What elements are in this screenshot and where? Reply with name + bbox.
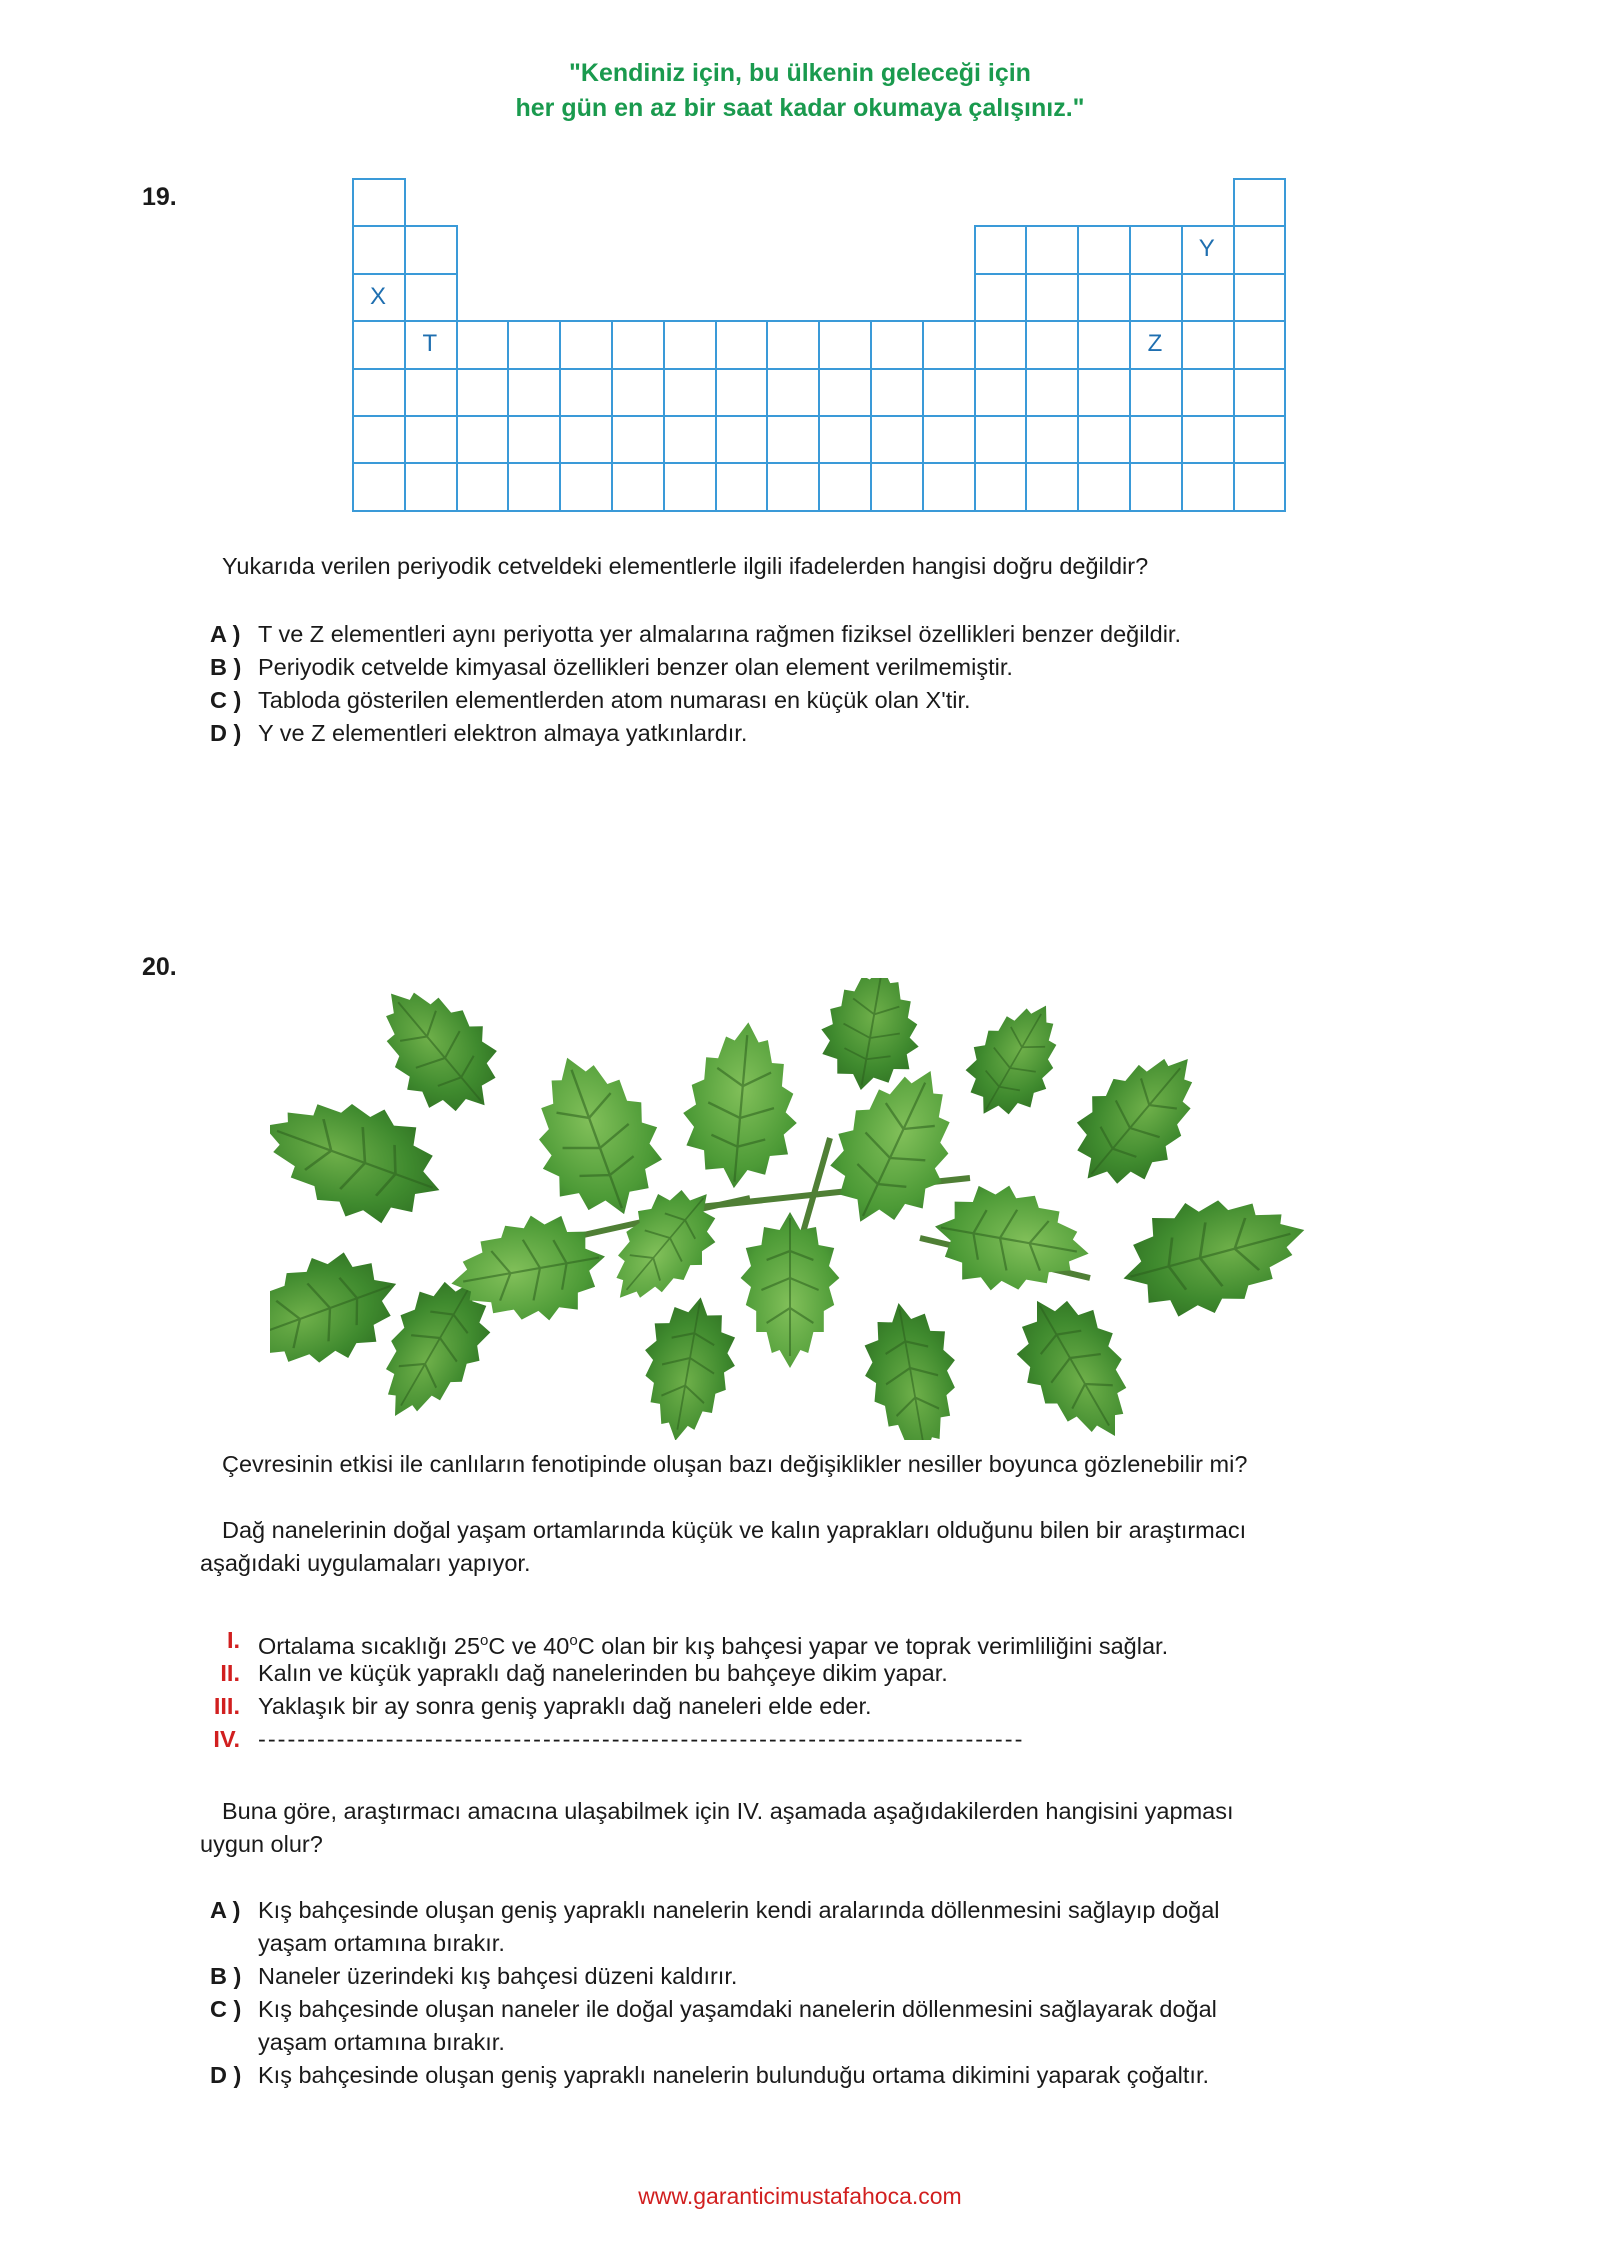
table-cell — [404, 415, 458, 464]
question-19-number: 19. — [142, 183, 177, 211]
table-cell — [715, 415, 769, 464]
table-cell — [818, 368, 872, 417]
option-text: Naneler üzerindeki kış bahçesi düzeni kaldırır. — [258, 1963, 738, 1989]
table-cell — [663, 462, 717, 511]
table-cell — [611, 415, 665, 464]
table-cell — [1077, 320, 1131, 369]
table-cell — [352, 368, 406, 417]
option-label: C ) — [210, 687, 242, 713]
table-cell — [922, 320, 976, 369]
table-cell — [715, 320, 769, 369]
table-cell — [559, 368, 613, 417]
table-cell — [974, 462, 1028, 511]
table-cell — [1181, 273, 1235, 322]
table-cell — [974, 415, 1028, 464]
option-text: Kış bahçesinde oluşan geniş yapraklı nanelerin kendi aralarında döllenmesini sağlayıp doğal yaşam ortamına bırakır. — [258, 1897, 1220, 1956]
table-cell — [352, 178, 406, 227]
table-cell — [766, 462, 820, 511]
option-text: Tabloda gösterilen elementlerden atom numarası en küçük olan X'tir. — [258, 687, 971, 713]
table-cell — [1077, 415, 1131, 464]
step-label: III. — [213, 1693, 240, 1719]
table-cell — [1233, 320, 1287, 369]
table-cell — [715, 368, 769, 417]
option-label: C ) — [210, 1996, 242, 2022]
element-symbol-x: X — [369, 282, 386, 310]
table-cell — [870, 462, 924, 511]
element-symbol-t: T — [422, 330, 438, 358]
motivational-quote — [0, 56, 1600, 126]
step-label: II. — [220, 1660, 240, 1686]
question-19-stem: Yukarıda verilen periyodik cetveldeki elementlerle ilgili ifadelerden hangisi doğru değildir? — [222, 553, 1149, 579]
table-cell — [1025, 462, 1079, 511]
table-cell — [404, 368, 458, 417]
footer-url[interactable]: www.garanticimustafahoca.com — [638, 2183, 962, 2209]
element-symbol-y: Y — [1198, 235, 1215, 263]
option-text: T ve Z elementleri aynı periyotta yer almalarına rağmen fiziksel özellikleri benzer değildir. — [258, 621, 1181, 647]
table-cell — [1077, 273, 1131, 322]
table-cell — [456, 462, 510, 511]
table-cell — [352, 462, 406, 511]
table-cell — [974, 225, 1028, 274]
table-cell — [663, 368, 717, 417]
table-cell — [456, 368, 510, 417]
table-cell — [404, 462, 458, 511]
table-cell — [404, 273, 458, 322]
question-20-number: 20. — [142, 953, 177, 981]
table-cell — [1129, 368, 1183, 417]
table-cell — [1233, 178, 1287, 227]
table-cell — [974, 320, 1028, 369]
table-cell — [1025, 415, 1079, 464]
question-20-intro-line-2: aşağıdaki uygulamaları yapıyor. — [200, 1550, 531, 1576]
table-cell — [1233, 225, 1287, 274]
option-label: D ) — [210, 720, 242, 746]
step-blank-line: ------------------------------------------------------------------------------ — [258, 1726, 1025, 1752]
table-cell — [611, 462, 665, 511]
table-cell — [1129, 415, 1183, 464]
table-cell — [870, 320, 924, 369]
question-20-stem-line-2: uygun olur? — [200, 1831, 323, 1857]
table-cell — [766, 320, 820, 369]
table-cell — [507, 415, 561, 464]
option-text: Kış bahçesinde oluşan geniş yapraklı nanelerin bulunduğu ortama dikimini yaparak çoğaltır. — [258, 2062, 1210, 2088]
table-cell — [974, 273, 1028, 322]
table-cell — [559, 462, 613, 511]
table-cell — [715, 462, 769, 511]
option-text: Kış bahçesinde oluşan naneler ile doğal yaşamdaki nanelerin döllenmesini sağlayarak doğal yaşam ortamına bırakır. — [258, 1996, 1217, 2055]
table-cell — [1233, 368, 1287, 417]
table-cell — [1129, 462, 1183, 511]
table-cell — [1181, 368, 1235, 417]
table-cell — [559, 415, 613, 464]
step-label: I. — [226, 1627, 240, 1653]
table-cell — [766, 368, 820, 417]
step-text: Ortalama sıcaklığı 25$^o$C ve 40$^o$C olan bir kış bahçesi yapar ve toprak verimliliğini sağlar. — [258, 1632, 1169, 1659]
option-label: B ) — [210, 654, 242, 680]
option-label: A ) — [210, 1897, 241, 1923]
step-text: Kalın ve küçük yapraklı dağ nanelerinden bu bahçeye dikim yapar. — [258, 1660, 948, 1686]
table-cell — [1129, 273, 1183, 322]
option-text: Y ve Z elementleri elektron almaya yatkınlardır. — [258, 720, 748, 746]
table-cell — [1233, 462, 1287, 511]
element-symbol-z: Z — [1147, 330, 1163, 358]
table-cell — [974, 368, 1028, 417]
step-text: Yaklaşık bir ay sonra geniş yapraklı dağ naneleri elde eder. — [258, 1693, 872, 1719]
question-20-stem-line-1: Buna göre, araştırmacı amacına ulaşabilmek için IV. aşamada aşağıdakilerden hangisini yapması — [222, 1798, 1234, 1824]
table-cell — [1025, 273, 1079, 322]
table-cell — [922, 415, 976, 464]
table-cell — [870, 368, 924, 417]
table-cell — [1025, 368, 1079, 417]
table-cell — [352, 225, 406, 274]
table-cell — [1077, 368, 1131, 417]
table-cell — [507, 462, 561, 511]
table-cell — [818, 415, 872, 464]
table-cell — [1233, 415, 1287, 464]
option-text: Periyodik cetvelde kimyasal özellikleri benzer olan element verilmemiştir. — [258, 654, 1013, 680]
option-label: B ) — [210, 1963, 242, 1989]
table-cell — [663, 415, 717, 464]
quote-line-1: "Kendiniz için, bu ülkenin geleceği için — [569, 59, 1031, 87]
table-cell — [1233, 273, 1287, 322]
option-label: D ) — [210, 2062, 242, 2088]
table-cell — [1181, 462, 1235, 511]
question-20-prompt: Çevresinin etkisi ile canlıların fenotipinde oluşan bazı değişiklikler nesiller boyunca gözlenebilir mi? — [222, 1451, 1248, 1477]
table-cell — [1077, 225, 1131, 274]
table-cell — [1025, 320, 1079, 369]
table-cell — [507, 320, 561, 369]
table-cell — [611, 368, 665, 417]
periodic-table-grid — [352, 178, 1284, 510]
option-label: A ) — [210, 621, 241, 647]
table-cell — [559, 320, 613, 369]
table-cell — [818, 462, 872, 511]
table-cell — [404, 225, 458, 274]
table-cell — [352, 320, 406, 369]
question-20-intro-line-1: Dağ nanelerinin doğal yaşam ortamlarında küçük ve kalın yaprakları olduğunu bilen bir araştırmacı — [222, 1517, 1247, 1543]
table-cell — [456, 320, 510, 369]
table-cell — [1181, 320, 1235, 369]
quote-line-2: her gün en az bir saat kadar okumaya çalışınız." — [515, 94, 1085, 122]
table-cell — [456, 415, 510, 464]
table-cell — [1077, 462, 1131, 511]
table-cell — [1025, 225, 1079, 274]
table-cell — [818, 320, 872, 369]
table-cell — [922, 368, 976, 417]
table-cell — [1181, 415, 1235, 464]
nettle-plant-image — [270, 978, 1320, 1440]
table-cell — [352, 415, 406, 464]
table-cell — [870, 415, 924, 464]
table-cell — [611, 320, 665, 369]
table-cell — [1129, 225, 1183, 274]
step-label: IV. — [213, 1726, 240, 1752]
table-cell — [922, 462, 976, 511]
table-cell — [766, 415, 820, 464]
table-cell — [663, 320, 717, 369]
table-cell — [507, 368, 561, 417]
